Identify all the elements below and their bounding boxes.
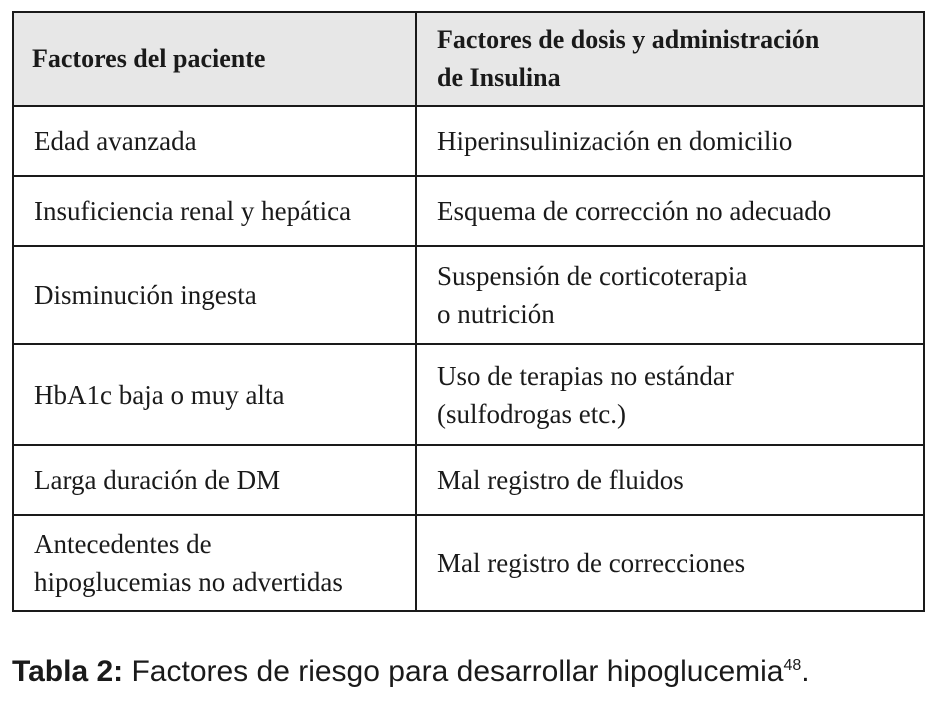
cell-text: Hiperinsulinización en domicilio <box>437 126 793 156</box>
table-row <box>13 445 924 515</box>
risk-factors-table-container <box>12 11 923 612</box>
patient-factor-cell <box>13 176 416 246</box>
table-row <box>13 176 924 246</box>
patient-factor-cell <box>13 106 416 176</box>
dose-factor-cell <box>416 246 924 344</box>
cell-text: Larga duración de DM <box>34 465 281 495</box>
header-dose-line-2: de Insulina <box>437 63 561 92</box>
table-row <box>13 344 924 445</box>
caption-reference: 48 <box>783 657 802 674</box>
dose-factor-cell <box>416 445 924 515</box>
patient-factor-cell <box>13 344 416 445</box>
dose-factor-cell <box>416 344 924 445</box>
risk-factors-table <box>12 11 925 612</box>
table-caption <box>12 652 810 692</box>
cell-text-line-1: Suspensión de corticoterapia <box>437 261 748 291</box>
dose-factor-cell <box>416 176 924 246</box>
cell-text: Mal registro de correcciones <box>437 548 746 578</box>
cell-text-line-1: Antecedentes de <box>34 529 212 559</box>
patient-factor-cell <box>13 445 416 515</box>
cell-text: HbA1c baja o muy alta <box>34 379 285 410</box>
patient-factor-cell <box>13 246 416 344</box>
table-row <box>13 246 924 344</box>
dose-factor-cell <box>416 515 924 611</box>
cell-text: Disminución ingesta <box>34 280 257 310</box>
table-row <box>13 515 924 611</box>
patient-factor-cell <box>13 515 416 611</box>
cell-text: Edad avanzada <box>34 126 197 156</box>
header-patient-factors: Factores del paciente <box>13 12 416 106</box>
header-dose-line-1: Factores de dosis y administración <box>437 25 820 54</box>
header-dose-factors <box>416 12 924 106</box>
caption-label: Tabla 2: <box>12 655 124 688</box>
cell-text-line-1: Uso de terapias no estándar <box>437 360 734 391</box>
table-row <box>13 106 924 176</box>
dose-factor-cell <box>416 106 924 176</box>
cell-text: Mal registro de fluidos <box>437 465 684 495</box>
cell-text-line-2: (sulfodrogas etc.) <box>437 398 626 429</box>
table-header-row <box>13 12 924 106</box>
caption-end: . <box>801 655 810 688</box>
cell-text-line-2: o nutrición <box>437 299 555 329</box>
cell-text: Insuficiencia renal y hepática <box>34 196 352 226</box>
cell-text: Esquema de corrección no adecuado <box>437 196 832 226</box>
caption-text: Factores de riesgo para desarrollar hipoglucemia <box>123 655 784 688</box>
cell-text-line-2: hipoglucemias no advertidas <box>34 567 343 597</box>
